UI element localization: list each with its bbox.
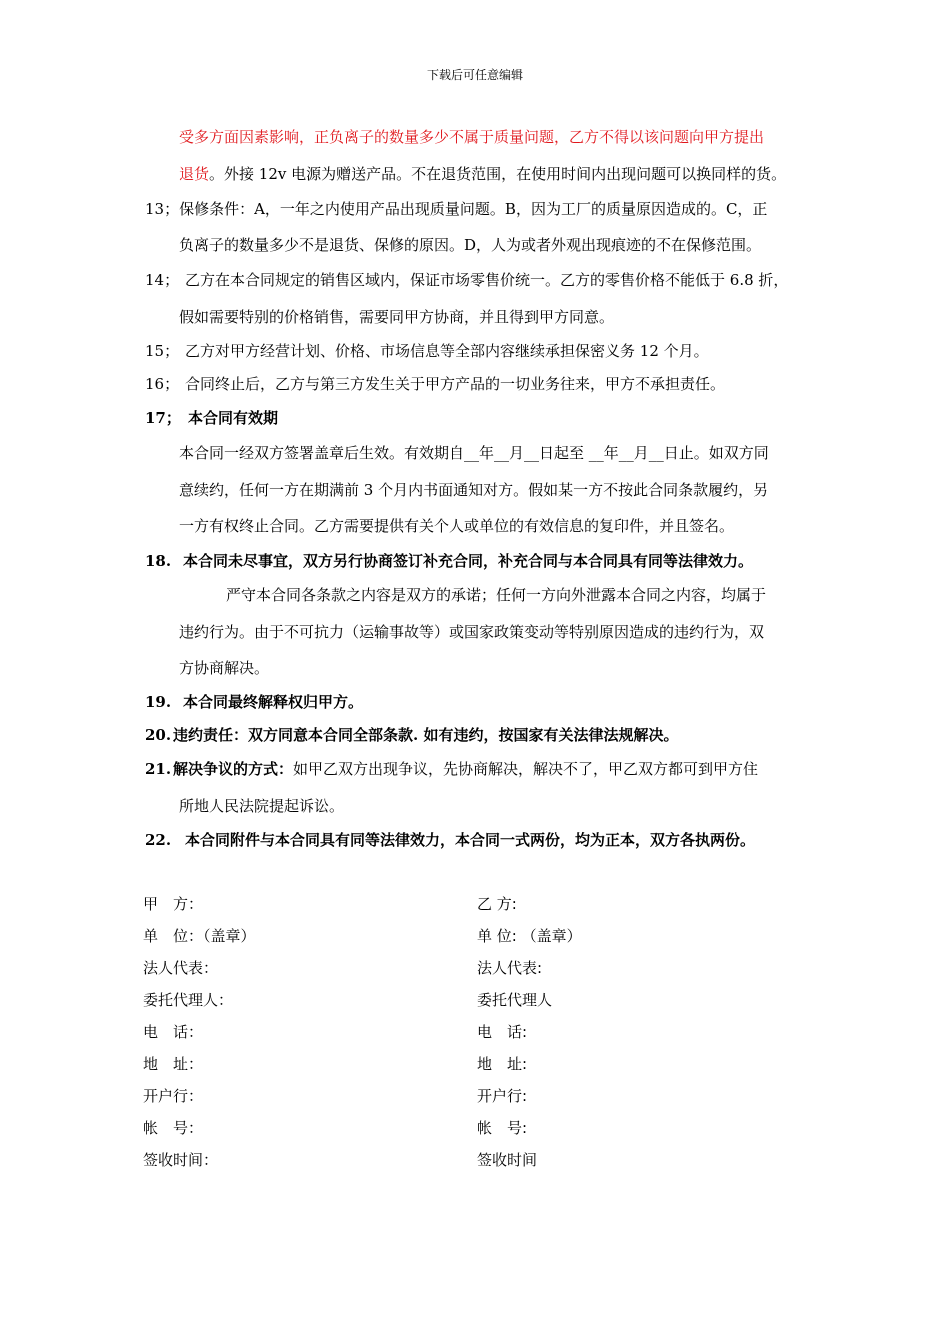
clause-20 (145, 725, 678, 745)
party-b-address: 地 址: (477, 1055, 528, 1073)
paragraph-line: 负离子的数量多少不是退货、保修的原因。D，人为或者外观出现痕迹的不在保修范围。 (179, 236, 762, 254)
clause-number: 13； (145, 200, 180, 218)
clause-17 (145, 408, 278, 428)
party-a-unit: 单 位：（盖章） (143, 927, 256, 945)
clause-number: 18. (145, 552, 172, 570)
clause-text: 本合同未尽事宜，双方另行协商签订补充合同，补充合同与本合同具有同等法律效力。 (183, 552, 754, 570)
party-b-legal-rep: 法人代表: (477, 959, 543, 977)
clause-number: 21. (145, 760, 172, 778)
clause-number: 22. (145, 831, 172, 849)
party-a-legal-rep: 法人代表： (143, 959, 219, 977)
party-a-label: 甲 方： (143, 895, 204, 913)
clause-number: 20. (145, 726, 172, 744)
clause-text: 本合同附件与本合同具有同等法律效力，本合同一式两份，均为正本，双方各执两份。 (185, 831, 756, 849)
clause-text: 本合同最终解释权归甲方。 (183, 693, 364, 711)
party-b-agent: 委托代理人 (477, 991, 553, 1009)
paragraph-line: 方协商解决。 (179, 659, 270, 677)
paragraph-line: 所地人民法院提起诉讼。 (179, 797, 345, 815)
clause-18 (145, 551, 753, 571)
paragraph-line (179, 164, 786, 184)
party-a-account: 帐 号： (143, 1119, 204, 1137)
party-a-phone: 电 话： (143, 1023, 204, 1041)
clause-text: 乙方在本合同规定的销售区域内，保证市场零售价统一。乙方的零售价格不能低于 6.8 折， (185, 271, 789, 289)
clause-text: 如甲乙双方出现争议，先协商解决，解决不了，甲乙双方都可到甲方住 (293, 760, 759, 778)
clause-13 (145, 199, 767, 219)
clause-number: 14； (145, 271, 180, 289)
clause-15 (145, 341, 709, 361)
clause-14 (145, 270, 788, 290)
clause-number: 17； (145, 409, 181, 427)
clause-text: 违约责任：双方同意本合同全部条款. 如有违约，按国家有关法律法规解决。 (173, 726, 679, 744)
party-b-sign-date: 签收时间 (477, 1151, 538, 1169)
paragraph-line: 假如需要特别的价格销售，需要同甲方协商，并且得到甲方同意。 (179, 308, 615, 326)
party-b-bank: 开户行: (477, 1087, 528, 1105)
page-header: 下载后可任意编辑 (426, 68, 523, 82)
paragraph-line: 受多方面因素影响，正负离子的数量多少不属于质量问题，乙方不得以该问题向甲方提出 (179, 128, 765, 146)
paragraph-line: 本合同一经双方签署盖章后生效。有效期自__年__月__日起至 __年__月__日止。如双方同 (179, 444, 769, 462)
party-b-phone: 电 话: (477, 1023, 528, 1041)
clause-text: 乙方对甲方经营计划、价格、市场信息等全部内容继续承担保密义务 12 个月。 (185, 342, 709, 360)
party-a-address: 地 址： (143, 1055, 204, 1073)
clause-21 (145, 759, 758, 779)
paragraph-line: 违约行为。由于不可抗力（运输事故等）或国家政策变动等特别原因造成的违约行为，双 (179, 623, 765, 641)
party-a-agent: 委托代理人： (143, 991, 234, 1009)
paragraph-line: 严守本合同各条款之内容是双方的承诺；任何一方向外泄露本合同之内容，均属于 (226, 586, 767, 604)
clause-number: 19. (145, 693, 172, 711)
text-span: 。外接 12v 电源为赠送产品。不在退货范围，在使用时间内出现问题可以换同样的货。 (209, 165, 787, 183)
clause-text: 合同终止后，乙方与第三方发生关于甲方产品的一切业务往来，甲方不承担责任。 (185, 375, 726, 393)
clause-19 (145, 692, 363, 712)
party-b-label: 乙 方: (477, 895, 517, 913)
party-a-bank: 开户行： (143, 1087, 204, 1105)
paragraph-line: 意续约，任何一方在期满前 3 个月内书面通知对方。假如某一方不按此合同条款履约，另 (179, 481, 769, 499)
clause-number: 15； (145, 342, 180, 360)
clause-number: 16； (145, 375, 180, 393)
party-b-unit: 单 位: （盖章） (477, 927, 582, 945)
clause-text: 保修条件：A，一年之内使用产品出现质量问题。B，因为工厂的质量原因造成的。C，正 (179, 200, 768, 218)
clause-title: 本合同有效期 (188, 409, 279, 427)
paragraph-line: 一方有权终止合同。乙方需要提供有关个人或单位的有效信息的复印件，并且签名。 (179, 517, 735, 535)
clause-22 (145, 830, 755, 850)
clause-16 (145, 374, 725, 394)
highlight-text: 退货 (179, 165, 210, 183)
party-b-account: 帐 号: (477, 1119, 528, 1137)
party-a-sign-date: 签收时间： (143, 1151, 219, 1169)
clause-title: 解决争议的方式： (173, 760, 294, 778)
